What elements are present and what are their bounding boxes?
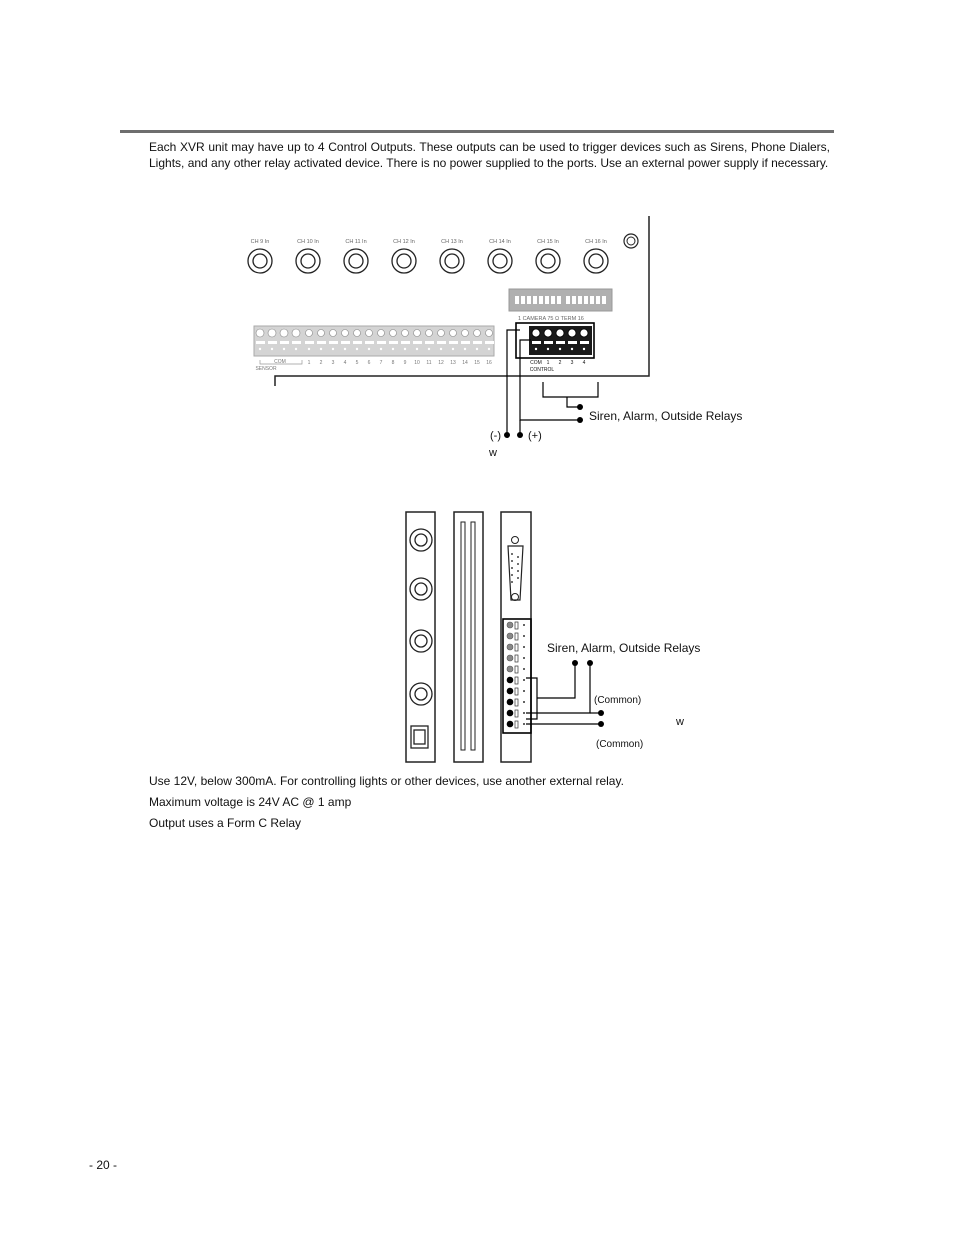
bnc-connector (410, 578, 432, 600)
channel-label: CH 12 In (393, 239, 415, 245)
common-label: (Common) (596, 739, 644, 750)
sensor-number: 5 (355, 360, 359, 366)
sensor-number: 4 (343, 360, 347, 366)
control-number: 3 (570, 360, 574, 366)
bnc-connector-ch9 (248, 249, 272, 273)
relay-label-1: Siren, Alarm, Outside Relays (589, 409, 743, 423)
sensor-number: 1 (307, 360, 311, 366)
control-number: COM (530, 360, 542, 366)
control-number: 2 (558, 360, 562, 366)
channel-label: CH 13 In (441, 239, 463, 245)
sensor-number: 2 (319, 360, 323, 366)
notes-list (149, 773, 624, 836)
control-terminal-block (516, 323, 594, 373)
note-line: Maximum voltage is 24V AC @ 1 amp (149, 795, 352, 809)
relay-label-2: Siren, Alarm, Outside Relays (547, 641, 701, 655)
bnc-connector-ch10 (296, 249, 320, 273)
channel-label: CH 15 In (537, 239, 559, 245)
intro-paragraph: Each XVR unit may have up to 4 Control Outputs. These outputs can be used to trigger devices such as Sirens, Phone Dialers, Lights, and any other relay activated device. There is no power supplied to the ports. Use an external power supply if necessary. (149, 140, 830, 170)
sensor-number: 9 (403, 360, 407, 366)
bnc-connector-ch12 (392, 249, 416, 273)
wire-terminals-1 (504, 404, 583, 438)
wire-terminals-2 (572, 660, 604, 727)
sensor-label: SENSOR (255, 366, 277, 372)
sensor-terminal-block (254, 326, 494, 372)
bnc-connector (410, 630, 432, 652)
sensor-number: 7 (379, 360, 383, 366)
sensor-number: 8 (391, 360, 395, 366)
sensor-number: 10 (414, 360, 420, 366)
channel-label: CH 10 In (297, 239, 319, 245)
channel-label: CH 9 In (250, 239, 270, 245)
note-line: Use 12V, below 300mA. For controlling lights or other devices, use another external relay. (149, 774, 624, 788)
db9-pins (511, 553, 519, 583)
bnc-connector-ch14 (488, 249, 512, 273)
sensor-number: 14 (462, 360, 468, 366)
bnc-connector-ch16 (584, 249, 608, 273)
sensor-number: 13 (450, 360, 456, 366)
sensor-number: 12 (438, 360, 444, 366)
control-label: CONTROL (529, 367, 555, 373)
sensor-number: 15 (474, 360, 480, 366)
note-line: Output uses a Form C Relay (149, 816, 302, 830)
side-terminals (507, 622, 525, 728)
w-label-2: w (676, 716, 684, 728)
sensor-number: 3 (331, 360, 335, 366)
vent-panel (454, 512, 483, 762)
sensor-number: 11 (426, 360, 432, 366)
sensor-number: 6 (367, 360, 371, 366)
db9-port (508, 546, 523, 600)
channel-label: CH 14 In (489, 239, 511, 245)
bnc-connector-ch15 (536, 249, 560, 273)
channel-label: CH 16 In (585, 239, 607, 245)
common-label: (Common) (594, 695, 642, 706)
channel-label: CH 11 In (345, 239, 367, 245)
minus-label: (-) (490, 430, 501, 442)
bnc-connector (410, 529, 432, 551)
wiring-lines-2 (526, 663, 601, 724)
control-number: 4 (582, 360, 586, 366)
w-label-1: w (489, 447, 497, 459)
bnc-connector (410, 683, 432, 705)
plus-label: (+) (528, 430, 542, 442)
dip-switch-block (509, 289, 612, 322)
bnc-connector-ch11 (344, 249, 368, 273)
panel-screw (624, 234, 638, 248)
bnc-connector-ch13 (440, 249, 464, 273)
com-label: COM (274, 359, 286, 365)
control-number: 1 (546, 360, 550, 366)
channel-labels (251, 239, 607, 245)
bnc-connectors (248, 249, 608, 273)
page-number: - 20 - (89, 1158, 118, 1172)
dip-label: 1 CAMERA 75 Ω TERM 16 (518, 316, 584, 322)
sensor-number: 16 (486, 360, 492, 366)
